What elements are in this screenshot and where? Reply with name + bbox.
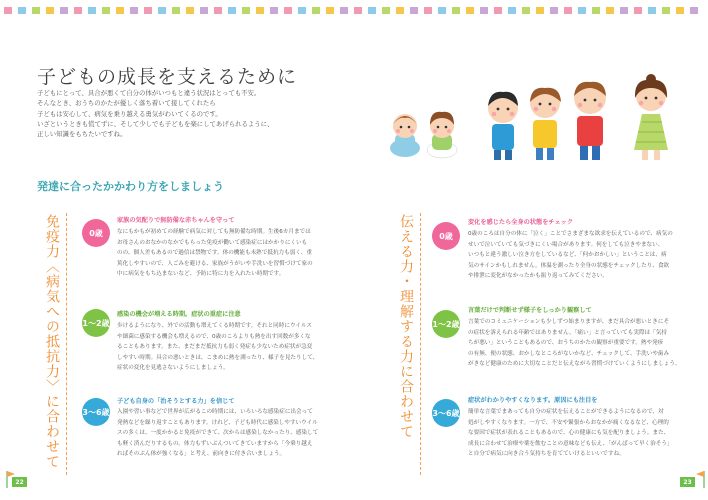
intro-line: 正しい知識をもちたいですね。 bbox=[37, 130, 127, 139]
age-badge: 0歳 bbox=[432, 222, 460, 250]
section-subtitle: 発達に合ったかかわり方をしましょう bbox=[37, 180, 224, 193]
border-dot bbox=[60, 7, 68, 14]
border-dot bbox=[550, 7, 558, 14]
border-dot bbox=[284, 7, 292, 14]
section-body bbox=[468, 229, 696, 282]
body-line: しやすい時期。具合の悪いときは、こまめに熱を測ったり、様子を見たりして、 bbox=[117, 354, 319, 361]
section-body bbox=[117, 321, 345, 374]
body-line: も軽く済んだりするもの。体力もずいぶんついてきていますから「今乗り越え bbox=[117, 440, 313, 447]
border-dot bbox=[368, 7, 376, 14]
child-figure bbox=[390, 114, 420, 157]
intro-text bbox=[37, 88, 337, 139]
section-body bbox=[117, 227, 345, 280]
border-dot bbox=[298, 7, 306, 14]
body-line: ちが悪い」ということもあるので、おうちのかたの観察が重要です。熱や発疹 bbox=[468, 340, 664, 347]
body-line: 入園や習い事などで世界が広がるこの時期には、いろいろな感染症に出会って bbox=[117, 409, 313, 415]
body-line: 成長に合わせて治療や薬を飲むことの意味なども伝え、「がんばって早く治そう」 bbox=[468, 440, 673, 447]
dotted-border bbox=[0, 7, 708, 15]
border-dot bbox=[4, 7, 12, 14]
border-dot bbox=[438, 7, 446, 14]
section-body bbox=[117, 407, 345, 460]
border-dot bbox=[18, 7, 26, 14]
body-line: 気のサインかもしれません。体温を測ったり全身の状態をチェックしたり、食欲 bbox=[468, 262, 670, 269]
border-dot bbox=[480, 7, 488, 14]
border-dot bbox=[32, 7, 40, 14]
border-dot bbox=[158, 7, 166, 14]
section-heading: 変化を感じたら全身の状態をチェック bbox=[468, 219, 574, 226]
body-line: ることもあります。また、まだまだ抵抗力も弱く発症も少ないため症状が急変 bbox=[117, 344, 313, 351]
right-dashed-divider bbox=[420, 213, 421, 475]
border-dot bbox=[578, 7, 586, 14]
page-title: 子どもの成長を支えるために bbox=[37, 66, 298, 88]
child-figure bbox=[488, 92, 518, 160]
section-body bbox=[468, 407, 696, 460]
border-dot bbox=[536, 7, 544, 14]
border-dot bbox=[662, 7, 670, 14]
border-dot bbox=[102, 7, 110, 14]
border-dot bbox=[242, 7, 250, 14]
border-dot bbox=[690, 7, 698, 14]
border-dot bbox=[452, 7, 460, 14]
border-dot bbox=[312, 7, 320, 14]
border-dot bbox=[116, 7, 124, 14]
section-heading: 家族の気配りで無防備な赤ちゃんを守って bbox=[117, 217, 235, 224]
border-dot bbox=[382, 7, 390, 14]
body-line: な要因で症状が表れることもあるので、心の健康にも気を配りましょう。また、 bbox=[468, 430, 670, 437]
border-dot bbox=[354, 7, 362, 14]
flag-icon bbox=[695, 470, 705, 488]
body-line: の有無、便の状態、おかしなところがないかなど、チェックして、手洗いや歯み bbox=[468, 350, 670, 357]
border-dot bbox=[200, 7, 208, 14]
child-figure bbox=[634, 74, 668, 160]
body-line: せいで泣いていても気づきにくい場合があります。何をしても泣きやまない、 bbox=[468, 241, 664, 248]
age-badge: 3〜6歳 bbox=[432, 399, 460, 427]
intro-line: 子どもは安心して、病気を乗り越える勇気がわいてくるのです。 bbox=[37, 109, 222, 118]
border-dot bbox=[410, 7, 418, 14]
body-line: と自分で病気に向き合う気持ちを育てていけるといいですね。 bbox=[468, 451, 625, 458]
section-heading: 言葉だけで判断せず様子をしっかり観察して bbox=[468, 307, 592, 314]
border-dot bbox=[340, 7, 348, 14]
border-dot bbox=[144, 7, 152, 14]
body-line: の症状を訴えられる年齢ではありません。「痛い」と言っていても実際は「気持 bbox=[468, 329, 667, 336]
section-heading: 感染の機会が増える時期。症状の重症に注意 bbox=[117, 311, 241, 318]
border-dot bbox=[326, 7, 334, 14]
intro-line: そんなとき、おうちのかたが優しく落ち着いて接してくれたら bbox=[37, 99, 216, 108]
body-line: 0歳のころは自分の体に「泣く」ことでさまざまな欲求を伝えているので、病気の bbox=[468, 231, 673, 237]
section-heading: 症状がわかりやすくなります。原因にも注目を bbox=[468, 397, 598, 404]
age-badge: 3〜6歳 bbox=[82, 398, 110, 426]
body-line: や細菌に感染する機会も増えるので、0歳のころよりも熱を出す回数が多くな bbox=[117, 333, 311, 340]
body-line: 発熱などを繰り返すこともあります。けれど、子ども時代に感染しやすいウイル bbox=[117, 419, 318, 426]
border-dot bbox=[620, 7, 628, 14]
border-dot bbox=[466, 7, 474, 14]
page-number-left: 22 bbox=[12, 477, 27, 487]
border-dot bbox=[270, 7, 278, 14]
border-dot bbox=[592, 7, 600, 14]
body-line: 歩けるようになり、外での活動も増えてくる時期です。それと同時にウイルス bbox=[117, 323, 312, 329]
border-dot bbox=[186, 7, 194, 14]
border-dot bbox=[172, 7, 180, 14]
border-dot bbox=[228, 7, 236, 14]
intro-line: いざというときも慌てずに、そして少しでも子どもを楽にしてあげられるように、 bbox=[37, 119, 274, 128]
body-line: 簡単な言葉でまあっても自分の症状を伝えることができるようになるので、対 bbox=[468, 409, 664, 415]
left-dashed-divider bbox=[66, 213, 67, 475]
border-dot bbox=[564, 7, 572, 14]
border-dot bbox=[396, 7, 404, 14]
body-line: 症状の変化を見逃さないようにしましょう。 bbox=[117, 365, 229, 372]
age-badge: 0歳 bbox=[82, 219, 110, 247]
body-line: ればそのぶん体が強くなる」と考え、前向きに付き合いましょう。 bbox=[117, 451, 286, 458]
body-line: や排泄に変化がなかったかも振り返ってみてください。 bbox=[468, 273, 608, 280]
intro-line: 子どもにとって、具合が悪くて自分の体がいつもと違う状況はとっても不安。 bbox=[37, 89, 261, 97]
right-vertical-title: 伝える力・理解する力に合わせて bbox=[398, 214, 414, 439]
page-number-right: 23 bbox=[680, 477, 695, 487]
border-dot bbox=[130, 7, 138, 14]
body-line: スの多くは、一度かかると免疫ができて、次からは感染しなかったり、感染して bbox=[117, 430, 319, 437]
border-dot bbox=[634, 7, 642, 14]
section-body bbox=[468, 317, 696, 370]
body-line: のの、個人差もあるので過信は禁物です。体の機能も未熟で抵抗力も弱く、重 bbox=[117, 250, 312, 257]
children-illustration bbox=[380, 70, 680, 162]
child-figure bbox=[427, 112, 457, 158]
body-line: お母さんのおなかのなかでもらった免疫が働いて感染症にはかかりにくいも bbox=[117, 239, 308, 246]
child-figure bbox=[574, 82, 606, 160]
body-line: がきなど健康のために大切なことだと伝えながら習慣づけていくようにしましょう。 bbox=[468, 361, 681, 368]
body-line: 処がしやすくなります。一方で、不安や緊張からおなかが痛くなるなど、心理的 bbox=[468, 419, 669, 426]
child-figure bbox=[530, 88, 561, 160]
section-heading: 子ども自身の「治そうとする力」を信じて bbox=[117, 398, 235, 405]
border-dot bbox=[676, 7, 684, 14]
border-dot bbox=[508, 7, 516, 14]
age-badge: 1〜2歳 bbox=[432, 310, 460, 338]
border-dot bbox=[424, 7, 432, 14]
body-line: 言葉でのコミュニケーションも少しずつ始まりますが、まだ具合が悪いときにそ bbox=[468, 319, 670, 325]
left-vertical-title: 免疫力〈病気への抵抗力〉に合わせて bbox=[44, 214, 60, 469]
body-line: 中に病気をもち込まないなど、予防に特に力を入れたい時期です。 bbox=[117, 271, 285, 278]
age-badge: 1〜2歳 bbox=[82, 309, 110, 337]
border-dot bbox=[648, 7, 656, 14]
border-dot bbox=[88, 7, 96, 14]
border-dot bbox=[74, 7, 82, 14]
border-dot bbox=[214, 7, 222, 14]
body-line: 篤化しやすいので、人ごみを避ける、家族がうがいや手洗いを習慣づけて家の bbox=[117, 260, 313, 267]
border-dot bbox=[256, 7, 264, 14]
border-dot bbox=[46, 7, 54, 14]
body-line: いつもと違う激しい泣き方をしているなど、「何かおかしい」ということは、病 bbox=[468, 252, 667, 259]
border-dot bbox=[606, 7, 614, 14]
body-line: なにもかもが初めての経験で病気に対しても無防備な時期。生後6カ月までは bbox=[117, 229, 311, 235]
border-dot bbox=[494, 7, 502, 14]
border-dot bbox=[522, 7, 530, 14]
